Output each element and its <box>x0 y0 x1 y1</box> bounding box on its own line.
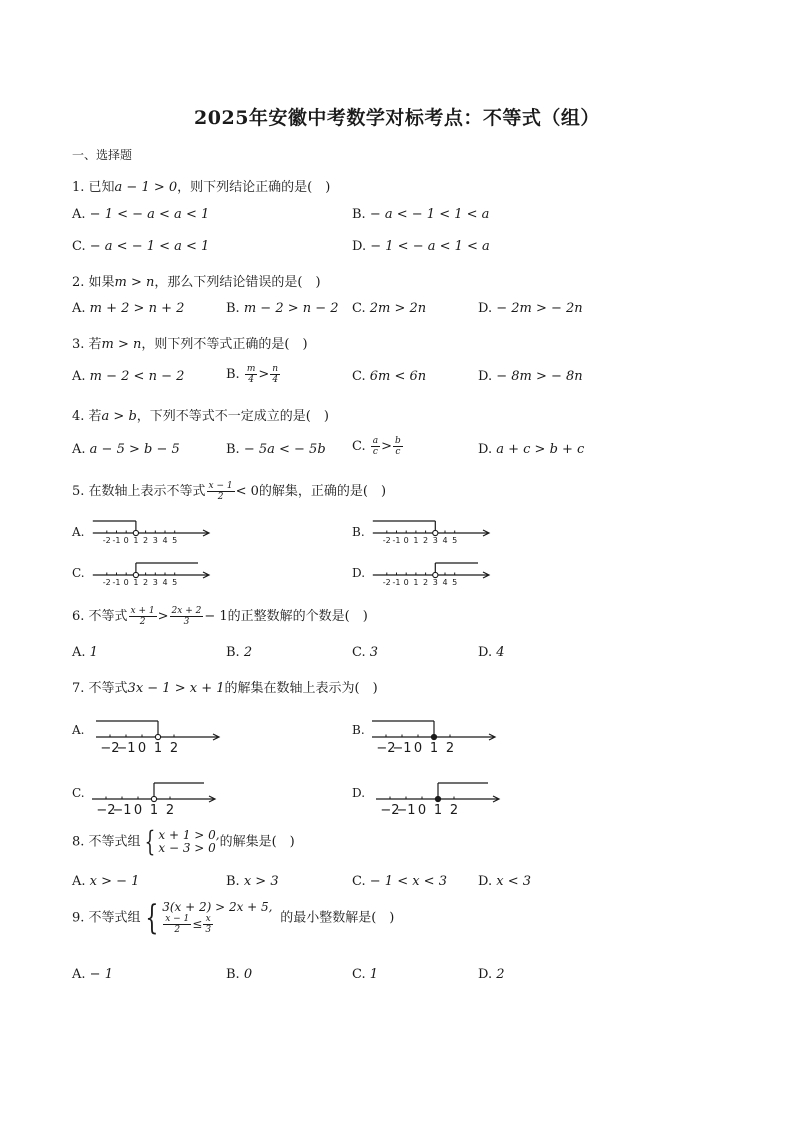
tick-label: 2 <box>169 741 179 756</box>
q7-option-b-label: B. <box>352 723 365 737</box>
closed-endpoint <box>435 796 440 801</box>
tick-label: 0 <box>417 803 427 818</box>
q2-option-c: C. 2m > 2n <box>352 301 427 316</box>
tick-label: -1 <box>112 578 121 587</box>
tick-label: -2 <box>382 536 391 545</box>
q3-option-d: D. − 8m > − 8n <box>478 369 583 384</box>
tick-label: 2 <box>143 578 149 587</box>
q4-option-b: B. − 5a < − 5b <box>226 442 326 457</box>
tick-label: 4 <box>442 578 448 587</box>
q6-option-b: B. 2 <box>226 645 253 660</box>
tick-label: -1 <box>112 536 121 545</box>
q7-number-line-d <box>372 774 502 818</box>
tick-label: 3 <box>152 578 158 587</box>
tick-label: 5 <box>172 536 178 545</box>
tick-label: 1 <box>133 578 139 587</box>
tick-label: 2 <box>165 803 175 818</box>
tick-label: -2 <box>382 578 391 587</box>
tick-label: −1 <box>396 803 416 818</box>
q7-number-line-a <box>92 712 222 756</box>
q5-option-c-label: C. <box>72 566 85 580</box>
q7-number-line-c <box>88 774 218 818</box>
q3-option-c: C. 6m < 6n <box>352 369 427 384</box>
q3-option-a: A. m − 2 < n − 2 <box>72 369 185 384</box>
q8-option-a: A. x > − 1 <box>72 874 140 889</box>
tick-label: 2 <box>423 536 429 545</box>
q1-option-a: A. − 1 < − a < a < 1 <box>72 207 210 222</box>
tick-label: 0 <box>123 578 129 587</box>
q2-option-a: A. m + 2 > n + 2 <box>72 301 185 316</box>
q5-number-line-d <box>368 556 493 592</box>
tick-label: 5 <box>452 536 458 545</box>
tick-label: −2 <box>100 741 120 756</box>
q2-option-b: B. m − 2 > n − 2 <box>226 301 339 316</box>
question-2-stem: 2. 如果m > n，那么下列结论错误的是( ) <box>72 275 321 290</box>
q7-option-a-label: A. <box>72 723 85 737</box>
tick-label: −2 <box>380 803 400 818</box>
tick-label: 5 <box>452 578 458 587</box>
q6-option-a: A. 1 <box>72 645 98 660</box>
q4-option-c: C. $\frac{a}{c}$ > $\frac{b}{c}$ <box>352 436 401 457</box>
tick-label: −2 <box>96 803 116 818</box>
tick-label: −2 <box>376 741 396 756</box>
q8-option-d: D. x < 3 <box>478 874 531 889</box>
tick-label: -2 <box>102 578 111 587</box>
q7-option-d-label: D. <box>352 786 366 800</box>
question-5-stem: 5. 在数轴上表示不等式 $\frac{x - 1}{2}$ < 0的解集，正确的是( ) <box>72 481 387 502</box>
question-8-stem: 8. 不等式组 { x + 1 > 0, x − 3 > 0 的解集是( ) <box>72 825 295 858</box>
tick-label: 2 <box>143 536 149 545</box>
tick-label: 4 <box>162 578 168 587</box>
open-endpoint <box>433 530 438 535</box>
closed-endpoint <box>431 734 436 739</box>
q5-option-d-label: D. <box>352 566 366 580</box>
tick-label: 1 <box>149 803 159 818</box>
q6-option-c: C. 3 <box>352 645 379 660</box>
tick-label: 1 <box>153 741 163 756</box>
open-endpoint <box>133 530 138 535</box>
open-endpoint <box>433 572 438 577</box>
tick-label: -1 <box>392 578 401 587</box>
q8-option-c: C. − 1 < x < 3 <box>352 874 447 889</box>
tick-label: 0 <box>403 536 409 545</box>
q7-option-c-label: C. <box>72 786 85 800</box>
tick-label: 2 <box>449 803 459 818</box>
q9-option-c: C. 1 <box>352 967 379 982</box>
tick-label: 1 <box>433 803 443 818</box>
question-7-stem: 7. 不等式3x − 1 > x + 1的解集在数轴上表示为( ) <box>72 681 378 696</box>
open-endpoint <box>155 734 160 739</box>
tick-label: −1 <box>112 803 132 818</box>
q4-option-a: A. a − 5 > b − 5 <box>72 442 180 457</box>
q8-option-b: B. x > 3 <box>226 874 279 889</box>
q5-number-line-c <box>88 556 213 592</box>
q2-option-d: D. − 2m > − 2n <box>478 301 583 316</box>
tick-label: 0 <box>123 536 129 545</box>
tick-label: 1 <box>429 741 439 756</box>
tick-label: −1 <box>392 741 412 756</box>
question-6-stem: 6. 不等式 $\frac{x + 1}{2}$ > $\frac{2x + 2}{3}$ − 1的正整数解的个数是( ) <box>72 606 368 627</box>
tick-label: 4 <box>442 536 448 545</box>
q3-option-b: B. $\frac{m}{4}$ > $\frac{n}{4}$ <box>226 364 279 385</box>
tick-label: 1 <box>413 578 419 587</box>
tick-label: −1 <box>116 741 136 756</box>
q1-option-b: B. − a < − 1 < 1 < a <box>352 207 490 222</box>
tick-label: -2 <box>102 536 111 545</box>
tick-label: 3 <box>432 578 438 587</box>
q6-option-d: D. 4 <box>478 645 505 660</box>
question-3-stem: 3. 若m > n，则下列不等式正确的是( ) <box>72 337 308 352</box>
q5-option-b-label: B. <box>352 525 365 539</box>
open-endpoint <box>133 572 138 577</box>
tick-label: 3 <box>152 536 158 545</box>
tick-label: 3 <box>432 536 438 545</box>
question-1-stem: 1. 已知a − 1 > 0，则下列结论正确的是( ) <box>72 180 331 195</box>
q5-number-line-a <box>88 514 213 550</box>
tick-label: 0 <box>133 803 143 818</box>
q1-option-d: D. − 1 < − a < 1 < a <box>352 239 490 254</box>
q9-option-b: B. 0 <box>226 967 253 982</box>
section-heading: 一、选择题 <box>72 148 133 162</box>
tick-label: 5 <box>172 578 178 587</box>
q1-option-c: C. − a < − 1 < a < 1 <box>72 239 210 254</box>
tick-label: 0 <box>137 741 147 756</box>
tick-label: 0 <box>403 578 409 587</box>
tick-label: 2 <box>423 578 429 587</box>
tick-label: 1 <box>133 536 139 545</box>
q9-option-d: D. 2 <box>478 967 505 982</box>
question-4-stem: 4. 若a > b，下列不等式不一定成立的是( ) <box>72 409 329 424</box>
tick-label: -1 <box>392 536 401 545</box>
tick-label: 0 <box>413 741 423 756</box>
q7-number-line-b <box>368 712 498 756</box>
tick-label: 1 <box>413 536 419 545</box>
q5-number-line-b <box>368 514 493 550</box>
tick-label: 2 <box>445 741 455 756</box>
question-9-stem: 9. 不等式组 { 3(x + 2) > 2x + 5, $\frac{x - 1}{2}$ ≤ $\frac{x}{3}$ 的最小整数解是( ) <box>72 898 395 938</box>
q4-option-d: D. a + c > b + c <box>478 442 585 457</box>
q9-option-a: A. − 1 <box>72 967 113 982</box>
page-title: 2025年安徽中考数学对标考点：不等式（组） <box>194 107 600 129</box>
q5-option-a-label: A. <box>72 525 85 539</box>
tick-label: 4 <box>162 536 168 545</box>
open-endpoint <box>151 796 156 801</box>
